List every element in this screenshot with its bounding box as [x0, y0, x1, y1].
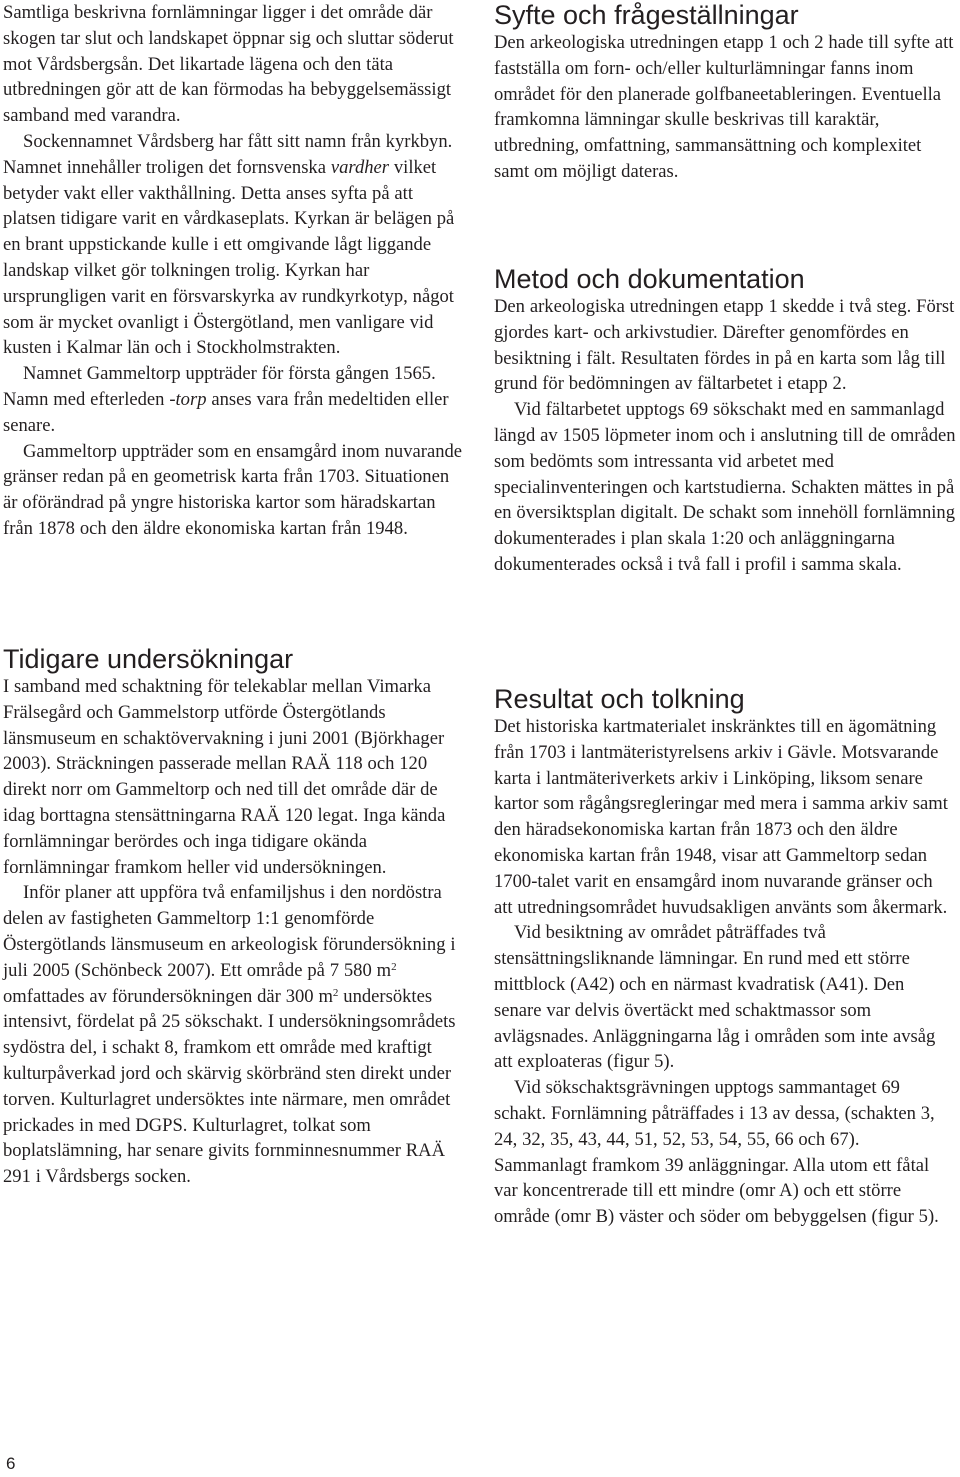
tidigare-paragraph-2-text-b: omfattades av förundersökningen där 300 m — [3, 985, 333, 1007]
syfte-paragraph-1: Den arkeologiska utredningen etapp 1 och 2 hade till syfte att fastställa om forn- och/eller kulturlämningar fanns inom området för den planerade golfbaneetableringen. Eventuella framkomna lämningar skulle beskrivas till karaktär, utbredning, omfattning, sammansättning och komplexitet samt om möjligt dateras. — [494, 32, 954, 182]
tidigare-paragraph-2-text-a: Inför planer att uppföra två enfamiljshus i den nordöstra delen av fastigheten Gammeltorp 1:1 genomförde Östergötlands länsmuseum en arkeologisk förundersökning i juli 2005 (Schönbeck 2007). Ett område på 7 580 m — [3, 882, 456, 981]
intro-paragraph-3-text-b: anses vara från medeltiden eller senare. — [3, 388, 449, 436]
resultat-paragraph-2: Vid besiktning av området påträffades två stensättningsliknande lämningar. En rund med ett större mittblock (A42) och en närmast kvadratisk (A41). Den senare var delvis övertäckt med schaktmassor som avlägsnades. Anläggningarna låg i områden som inte avsåg att exploateras (figur 5). — [494, 922, 936, 1073]
intro-paragraph-3 — [3, 361, 465, 438]
intro-paragraph-1: Samtliga beskrivna fornlämningar ligger i det område där skogen tar slut och landskapet öppnar sig och sluttar söderut mot Vårdsbergsån. Det likartade lägena och den täta utbredningen gör att de kan förmodas ha bebyggelsemässigt samband med varandra. — [3, 2, 454, 127]
metod-paragraph-2: Vid fältarbetet upptogs 69 sökschakt med en sammanlagd längd av 1505 löpmeter inom och i anslutning till de områden som bedömts som intressanta vid arbetet med specialinventeringen och kartstudierna. Schakten mättes in på en översiktsplan digitalt. De schakt som innehöll fornlämning dokumenterades i plan skala 1:20 och anläggningarna dokumenterades också i två fall i profil i samma skala. — [494, 399, 956, 575]
tidigare-section — [3, 644, 465, 1190]
metod-paragraph-1: Den arkeologiska utredningen etapp 1 skedde i två steg. Först gjordes kart- och arkivstudier. Därefter genomfördes en besiktning i fält. Resultaten fördes in på en karta som låg till grund för bedömningen av fältarbetet i etapp 2. — [494, 296, 955, 395]
intro-paragraph-2-text-a: Sockennamnet Vårdsberg har fått sitt namn från kyrkbyn. Namnet innehåller troligen det fornsvenska — [3, 130, 453, 178]
tidigare-paragraph-2-text-c: undersöktes intensivt, fördelat på 25 sökschakt. I undersökningsområdets sydöstra del, i schakt 8, framkom ett område med kraftigt kulturpåverkad jord och skärvig skörbränd sten direkt under torven. Kulturlagret undersöktes inte närmare, men området prickades in med DGPS. Kulturlagret, tolkat som boplatslämning, har senare givits fornminnesnummer RAÄ 291 i Vårdsbergs socken. — [3, 985, 456, 1188]
intro-paragraph-3-text-a: Namnet Gammeltorp uppträder för första gången 1565. Namn med efterleden — [3, 363, 436, 410]
resultat-paragraph-3: Vid sökschaktsgrävningen upptogs sammantaget 69 schakt. Fornlämning påträffades i 13 av dessa, (schakten 3, 24, 32, 35, 43, 44, 51, 52, 53, 54, 55, 66 och 67). Sammanlagt framkom 39 anläggningar. Alla utom ett fåtal var koncentrerade till ett mindre (omr A) och ett större område (omr B) väster och söder om bebyggelsen (figur 5). — [494, 1077, 939, 1228]
superscript-2: 2 — [332, 986, 339, 999]
superscript-2: 2 — [391, 960, 397, 973]
intro-paragraph-4: Gammeltorp uppträder som en ensamgård inom nuvarande gränser redan på en geometrisk karta från 1703. Situationen är oförändrad på yngre historiska kartor som häradskartan från 1878 och den äldre ekonomiska kartan från 1948. — [3, 440, 463, 539]
intro-section — [3, 0, 465, 542]
page-number: 6 — [6, 1454, 16, 1473]
resultat-section — [494, 684, 956, 1230]
syfte-heading: Syfte och frågeställningar — [494, 0, 799, 30]
resultat-paragraph-1: Det historiska kartmaterialet inskränktes till en ägomätning från 1703 i lantmäteristyrelsens arkiv i Gävle. Motsvarande karta i lantmäteriverkets arkiv i Linköping, liksom senare kartor som rågångsregleringar med mera i samma arkiv samt den häradsekonomiska kartan från 1873 och den äldre ekonomiska kartan från 1948, visar att Gammeltorp sedan 1700-talet varit en ensamgård inom nuvarande gränser och att utredningsområdet huvudsakligen använts som åkermark. — [494, 716, 948, 918]
resultat-heading: Resultat och tolkning — [494, 684, 745, 714]
intro-paragraph-2-text-b: vilket betyder vakt eller vakthållning. Detta anses syfta på att platsen tidigare varit en vårdkaseplats. Kyrkan är belägen på en brant uppstickande kulle i ett omgivande lågt liggande landskap vilket gör tolkningen trolig. Kyrkan har ursprungligen varit en försvarskyrka av rundkyrkotyp, något som är mycket ovanligt i Östergötland, men vanligare vid kusten i Kalmar län och i Stockholmstrakten. — [3, 156, 455, 359]
intro-paragraph-3-italic: -torp — [169, 388, 207, 410]
tidigare-heading: Tidigare undersökningar — [3, 644, 294, 674]
tidigare-paragraph-1: I samband med schaktning för telekablar mellan Vimarka Frälsegård och Gammelstorp utförde Östergötlands länsmuseum en schaktövervakning i juni 2001 (Björkhager 2003). Sträckningen passerade mellan RAÄ 118 och 120 direkt norr om Gammeltorp och ned till det område där de idag borttagna stensättningarna RAÄ 120 legat. Inga kända fornlämningar berördes och inga tidigare okända fornlämningar framkom heller vid undersökningen. — [3, 676, 446, 878]
tidigare-paragraph-2 — [3, 880, 465, 1190]
metod-section — [494, 264, 956, 578]
intro-paragraph-2-italic: vardher — [330, 156, 390, 178]
metod-heading: Metod och dokumentation — [494, 264, 805, 294]
intro-paragraph-2 — [3, 129, 465, 361]
syfte-section — [494, 0, 956, 185]
